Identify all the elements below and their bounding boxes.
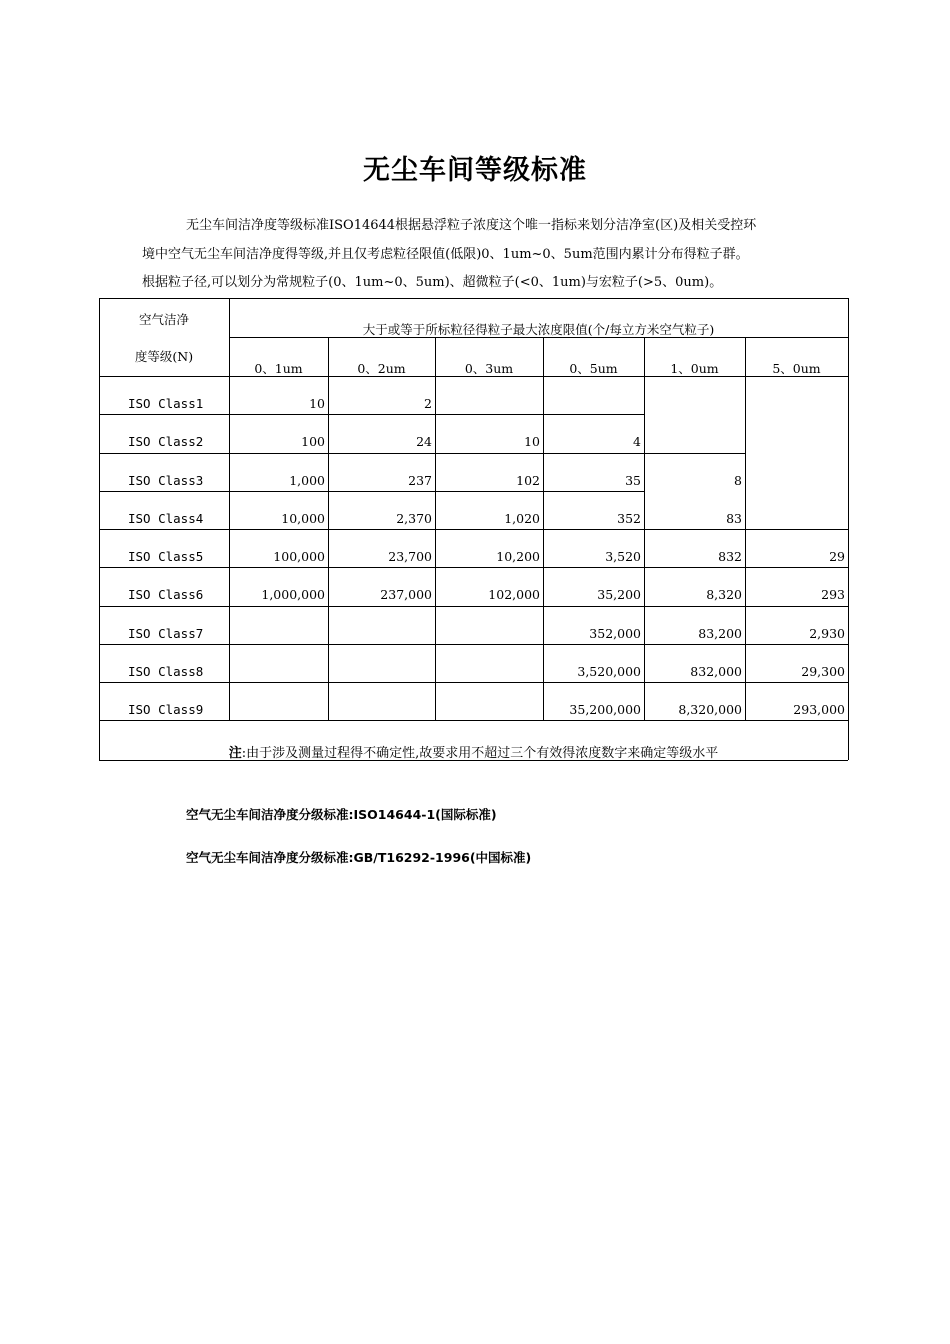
- table-rule: [229, 682, 328, 683]
- table-rule: [99, 491, 229, 492]
- table-rule: [328, 606, 435, 607]
- table-rule: [745, 567, 848, 568]
- table-rule: [745, 720, 848, 721]
- table-rule: [543, 606, 644, 607]
- table-cell: 8,320,000: [678, 702, 742, 717]
- table-rule: [644, 606, 745, 607]
- table-cell: 2,930: [809, 625, 845, 641]
- table-rule: [745, 682, 848, 683]
- note-text: :由于涉及测量过程得不确定性,故要求用不超过三个有效得浓度数字来确定等级水平: [241, 746, 719, 761]
- table-rule: [543, 529, 644, 530]
- row-label: ISO Class1: [128, 396, 204, 411]
- table-cell: 293: [821, 587, 845, 603]
- standard-reference: 空气无尘车间洁净度分级标准:ISO14644-1(国际标准): [186, 807, 497, 822]
- row-label: ISO Class8: [128, 663, 204, 679]
- table-rule: [99, 720, 229, 721]
- table-rule: [328, 491, 435, 492]
- table-rule: [328, 453, 435, 454]
- table-rule: [543, 453, 644, 454]
- table-rule: [229, 644, 328, 645]
- table-rule: [229, 606, 328, 607]
- row-label: ISO Class2: [128, 434, 204, 450]
- table-rule: [435, 529, 543, 530]
- concentration-header: 大于或等于所标粒径得粒子最大浓度限值(个/每立方米空气粒子): [362, 322, 715, 337]
- table-rule: [848, 298, 849, 760]
- particle-size-header: 1、0um: [670, 361, 719, 376]
- table-rule: [745, 606, 848, 607]
- class-header: 空气洁净: [138, 312, 189, 327]
- table-cell: 237: [408, 472, 432, 488]
- row-label: ISO Class6: [128, 587, 204, 603]
- table-cell: 35,200: [597, 587, 641, 603]
- table-rule: [435, 644, 543, 645]
- table-rule: [99, 298, 848, 299]
- table-rule: [99, 606, 229, 607]
- table-rule: [644, 644, 745, 645]
- table-cell: 35: [625, 472, 641, 488]
- particle-size-header: 0、5um: [569, 361, 618, 376]
- row-label: ISO Class5: [128, 549, 204, 564]
- table-rule: [435, 414, 543, 415]
- table-rule: [99, 682, 229, 683]
- table-rule: [328, 644, 435, 645]
- table-cell: 3,520,000: [577, 663, 641, 679]
- table-rule: [644, 453, 745, 454]
- table-rule: [328, 567, 435, 568]
- table-rule: [543, 414, 644, 415]
- particle-size-header: 0、2um: [357, 361, 406, 376]
- table-cell: 1,020: [504, 510, 540, 526]
- table-cell: 10: [524, 434, 540, 450]
- table-rule: [543, 567, 644, 568]
- table-cell: 23,700: [388, 549, 432, 564]
- table-rule: [644, 567, 745, 568]
- table-rule: [745, 529, 848, 530]
- intro-line: 境中空气无尘车间洁净度得等级,并且仅考虑粒径限值(低限)0、1um~0、5um范围内累计分布得粒子群。: [142, 246, 749, 262]
- table-cell: 8: [734, 472, 742, 488]
- table-rule: [745, 644, 848, 645]
- table-cell: 1,000,000: [261, 587, 325, 603]
- table-rule: [543, 682, 644, 683]
- table-cell: 10,200: [496, 549, 540, 564]
- table-rule: [229, 453, 328, 454]
- table-note: [99, 742, 848, 760]
- table-rule: [435, 720, 543, 721]
- row-label: ISO Class4: [128, 510, 204, 526]
- intro-line: 无尘车间洁净度等级标准ISO14644根据悬浮粒子浓度这个唯一指标来划分洁净室(区)及相关受控环: [186, 218, 757, 233]
- table-cell: 1,000: [289, 472, 325, 488]
- table-rule: [229, 491, 328, 492]
- table-rule: [435, 682, 543, 683]
- particle-size-header: 0、1um: [254, 361, 303, 376]
- table-rule: [328, 414, 435, 415]
- table-rule: [644, 682, 745, 683]
- table-cell: 2: [424, 396, 432, 411]
- table-cell: 352: [617, 510, 641, 526]
- table-cell: 100: [301, 434, 325, 450]
- table-cell: 83,200: [698, 625, 742, 641]
- table-cell: 100,000: [273, 549, 325, 564]
- table-rule: [99, 529, 229, 530]
- table-rule: [435, 453, 543, 454]
- row-label: ISO Class3: [128, 472, 204, 488]
- table-cell: 832,000: [690, 663, 742, 679]
- table-rule: [435, 567, 543, 568]
- table-cell: 29,300: [801, 663, 845, 679]
- table-cell: 352,000: [589, 625, 641, 641]
- table-rule: [229, 529, 328, 530]
- table-cell: 2,370: [396, 510, 432, 526]
- particle-size-header: 5、0um: [772, 361, 821, 376]
- intro-line: 根据粒子径,可以划分为常规粒子(0、1um~0、5um)、超微粒子(<0、1um)与宏粒子(>5、0um)。: [142, 275, 723, 290]
- table-rule: [229, 414, 328, 415]
- table-cell: 832: [718, 549, 742, 564]
- table-cell: 4: [633, 434, 641, 450]
- table-cell: 8,320: [706, 587, 742, 603]
- table-rule: [543, 491, 644, 492]
- table-rule: [543, 644, 644, 645]
- particle-size-header: 0、3um: [464, 361, 514, 376]
- table-rule: [644, 720, 745, 721]
- table-rule: [99, 644, 229, 645]
- table-rule: [328, 720, 435, 721]
- row-label: ISO Class9: [128, 702, 204, 717]
- table-cell: 102: [516, 472, 540, 488]
- row-label: ISO Class7: [128, 625, 204, 641]
- table-cell: 10: [309, 396, 325, 411]
- table-rule: [99, 453, 229, 454]
- table-cell: 102,000: [488, 587, 540, 603]
- class-header: 度等级(N): [134, 349, 194, 364]
- table-cell: 10,000: [281, 510, 325, 526]
- standard-reference: 空气无尘车间洁净度分级标准:GB/T16292-1996(中国标准): [186, 850, 532, 865]
- table-rule: [99, 414, 229, 415]
- table-cell: 29: [829, 549, 845, 564]
- table-rule: [435, 491, 543, 492]
- table-rule: [435, 606, 543, 607]
- table-cell: 35,200,000: [569, 702, 641, 717]
- table-cell: 83: [726, 510, 742, 526]
- table-rule: [644, 529, 745, 530]
- table-rule: [328, 682, 435, 683]
- table-cell: 237,000: [380, 587, 432, 603]
- page-title: 无尘车间等级标准: [363, 155, 587, 186]
- table-cell: 3,520: [605, 549, 641, 564]
- table-rule: [543, 720, 644, 721]
- table-cell: 24: [416, 434, 432, 450]
- note-prefix: 注: [228, 746, 242, 761]
- table-rule: [328, 529, 435, 530]
- table-rule: [229, 720, 328, 721]
- table-cell: 293,000: [793, 702, 845, 717]
- table-rule: [99, 567, 229, 568]
- table-rule: [229, 567, 328, 568]
